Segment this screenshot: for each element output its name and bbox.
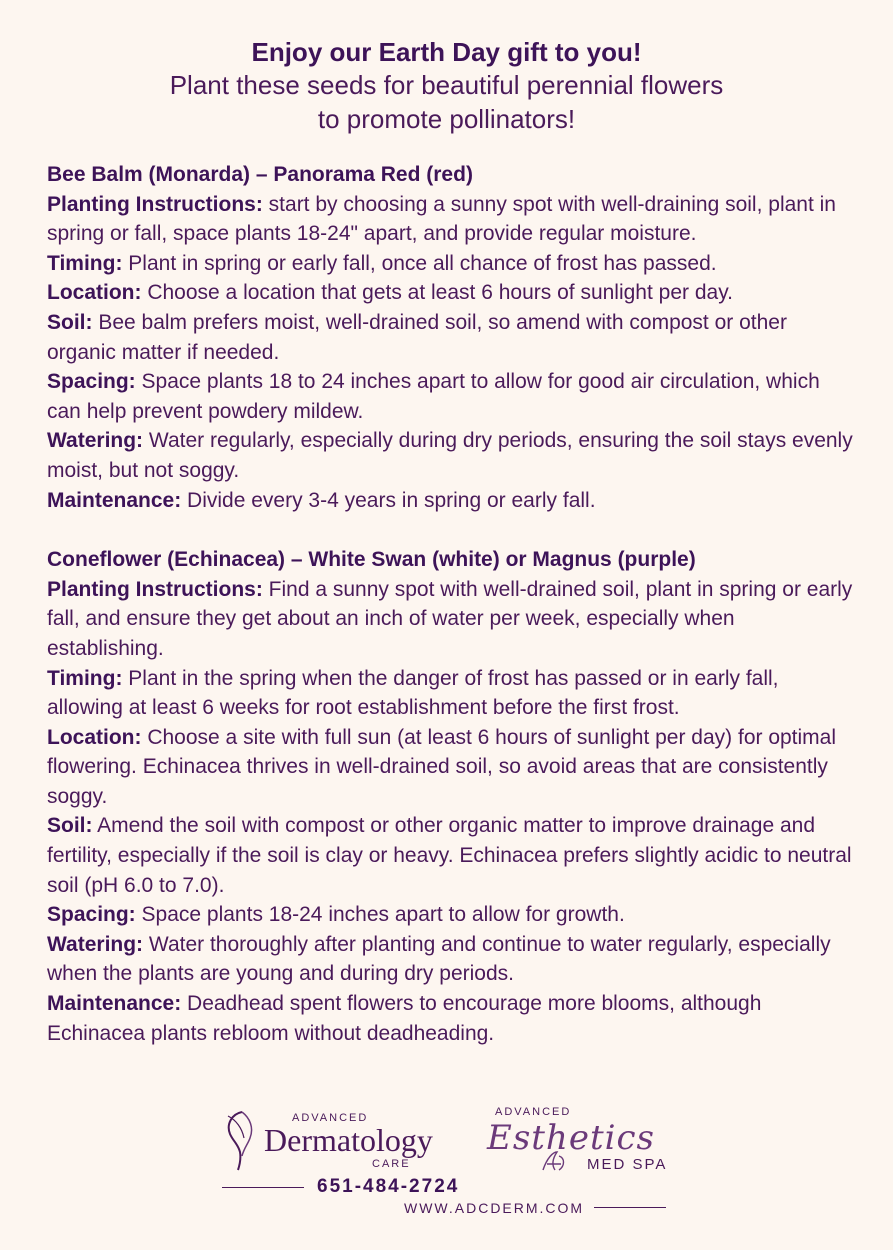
paragraph-text: Divide every 3-4 years in spring or early fall. [181, 488, 596, 512]
paragraph-label: Maintenance: [47, 992, 182, 1016]
paragraph-label: Spacing: [47, 370, 136, 394]
footer [0, 1100, 893, 1250]
paragraph-label: Planting Instructions: [47, 192, 263, 216]
paragraph-label: Location: [47, 281, 142, 305]
section-bee-balm [47, 160, 857, 515]
section-title: Coneflower (Echinacea) – White Swan (white) or Magnus (purple) [47, 548, 696, 572]
paragraph-label: Maintenance: [47, 488, 182, 512]
paragraph-location [47, 278, 857, 308]
monogram-icon [539, 1148, 569, 1174]
paragraph-watering [47, 426, 857, 485]
paragraph-label: Timing: [47, 251, 123, 275]
paragraph-text: Amend the soil with compost or other organic matter to improve drainage and fertility, especially if the soil is clay or heavy. Echinacea prefers slightly acidic to neutral soil (pH 6.0 to 7.0). [47, 814, 852, 897]
paragraph-label: Soil: [47, 310, 93, 334]
paragraph-text: start by choosing a sunny spot with well-draining soil, plant in spring or fall, space plants 18-24" apart, and provide regular moisture. [47, 192, 836, 246]
paragraph-text: Water thoroughly after planting and continue to water regularly, especially when the plants are young and during dry periods. [47, 932, 831, 986]
paragraph-maintenance [47, 989, 857, 1048]
logo-esthetics-text: Esthetics [487, 1118, 655, 1158]
paragraph-soil [47, 308, 857, 367]
paragraph-timing [47, 664, 857, 723]
header [0, 36, 893, 136]
paragraph-timing [47, 249, 857, 279]
paragraph-label: Timing: [47, 666, 123, 690]
paragraph-planting [47, 190, 857, 249]
logo-advanced-text: ADVANCED [292, 1112, 369, 1124]
paragraph-text: Choose a site with full sun (at least 6 hours of sunlight per day) for optimal flowering. Echinacea thrives in well-drained soil, so avoid areas that are consistently soggy. [47, 725, 837, 808]
paragraph-text: Space plants 18-24 inches apart to allow for growth. [135, 903, 625, 927]
logo-med-spa-text: MED SPA [587, 1156, 668, 1173]
page-title: Enjoy our Earth Day gift to you! [251, 37, 642, 67]
paragraph-label: Spacing: [47, 903, 136, 927]
logo-advanced-text: ADVANCED [495, 1106, 572, 1118]
logo-dermatology-text: Dermatology [264, 1122, 433, 1158]
paragraph-text: Choose a location that gets at least 6 hours of sunlight per day. [141, 281, 733, 305]
paragraph-maintenance [47, 486, 857, 516]
paragraph-label: Watering: [47, 932, 144, 956]
paragraph-planting [47, 575, 857, 664]
paragraph-label: Watering: [47, 429, 144, 453]
paragraph-text: Water regularly, especially during dry periods, ensuring the soil stays evenly moist, but not soggy. [47, 429, 853, 482]
paragraph-soil [47, 811, 857, 900]
subtitle-line-2: to promote pollinators! [317, 104, 576, 134]
dermatology-logo [222, 1108, 462, 1172]
paragraph-label: Location: [47, 725, 142, 749]
paragraph-text: Space plants 18 to 24 inches apart to allow for good air circulation, which can help prevent powdery mildew. [47, 370, 820, 423]
website-url: WWW.ADCDERM.COM [404, 1200, 585, 1216]
phone-number: 651-484-2724 [317, 1176, 460, 1197]
paragraph-text: Deadhead spent flowers to encourage more blooms, although Echinacea plants rebloom without deadheading. [47, 992, 762, 1045]
section-title: Bee Balm (Monarda) – Panorama Red (red) [47, 163, 473, 186]
face-profile-icon [222, 1108, 266, 1172]
paragraph-watering [47, 930, 857, 989]
paragraph-location [47, 723, 857, 812]
paragraph-label: Planting Instructions: [47, 577, 263, 601]
paragraph-spacing [47, 367, 857, 426]
subtitle-line-1: Plant these seeds for beautiful perennial flowers [169, 70, 724, 100]
instructions-content [47, 160, 857, 1048]
logo-care-text: CARE [372, 1158, 411, 1170]
paragraph-text: Bee balm prefers moist, well-drained soil, so amend with compost or other organic matter if needed. [47, 310, 787, 364]
section-coneflower [47, 545, 857, 1048]
esthetics-logo [477, 1104, 672, 1176]
paragraph-text: Plant in the spring when the danger of frost has passed or in early fall, allowing at least 6 weeks for root establishment before the first frost. [47, 666, 779, 720]
divider-left [222, 1187, 304, 1188]
paragraph-label: Soil: [47, 814, 93, 838]
section-spacer [47, 515, 857, 545]
divider-right [594, 1207, 666, 1208]
paragraph-text: Plant in spring or early fall, once all chance of frost has passed. [122, 251, 717, 275]
paragraph-spacing [47, 900, 857, 930]
paragraph-text: Find a sunny spot with well-drained soil, plant in spring or early fall, and ensure they get about an inch of water per week, especially when establishing. [47, 577, 853, 660]
